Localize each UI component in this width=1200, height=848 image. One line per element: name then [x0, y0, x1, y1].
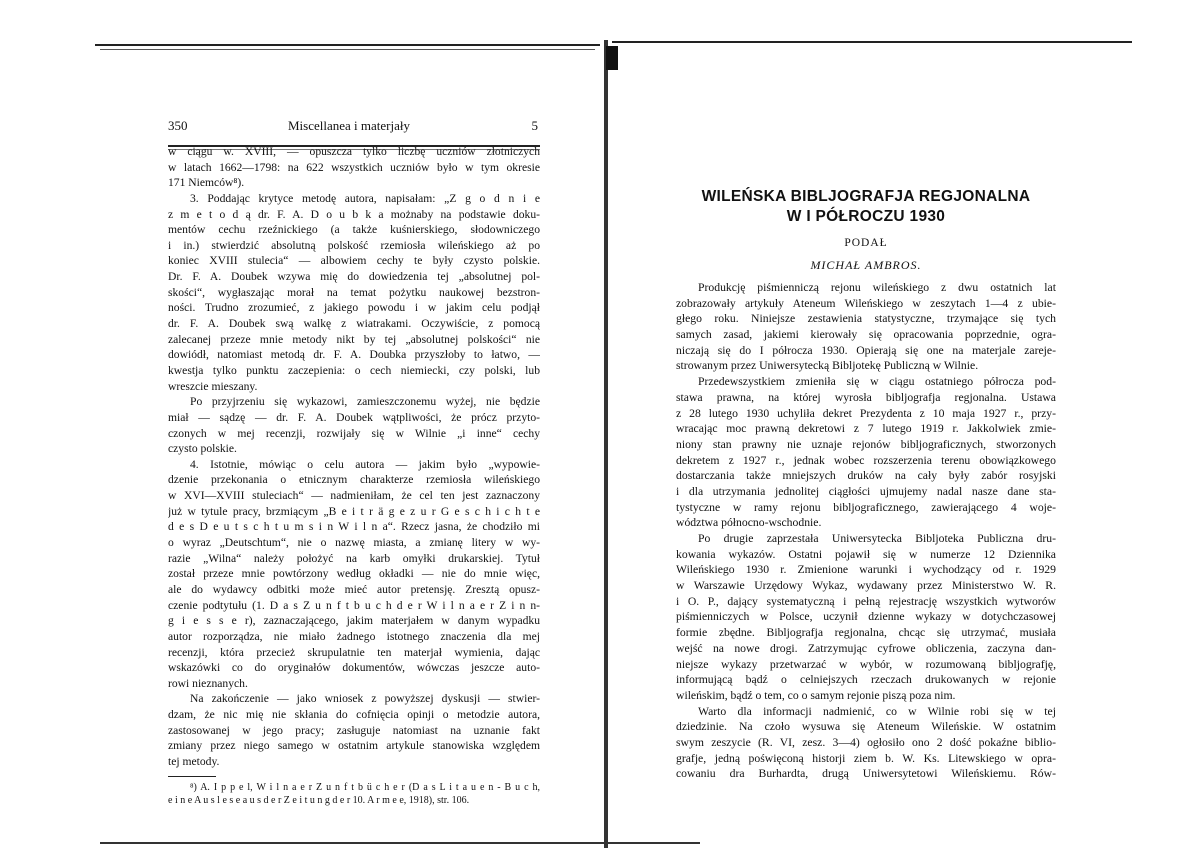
text-line: niczają się do I półrocza 1930. Opierają się one na materjale zareje-: [676, 343, 1056, 357]
text-line: Produkcję piśmienniczą rejonu wileńskiego z dwu ostatnich lat: [698, 281, 1056, 294]
text-line: czysto polskie.: [168, 442, 237, 456]
running-title: Miscellanea i materjały: [288, 118, 411, 133]
text-line: samych zasad, jakiemi kierowały się opracowania poprzednie, ogra-: [676, 328, 1056, 342]
text-line: w latach 1662—1798: na 622 wszystkich uczniów było w tym okresie: [168, 160, 540, 174]
running-head: [168, 118, 538, 136]
text-line: autor rozporządza, nie miało żadnego istotnego znaczenia dla mej: [168, 629, 540, 643]
text-line: ale do wydawcy odbitki może mieć autor pretensję. Zresztą opusz-: [168, 582, 540, 596]
byline-label: PODAŁ: [844, 237, 888, 249]
text-line: został przeze mnie powtórzony według okładki — nie do mnie więc,: [168, 567, 540, 581]
text-line: już w tytule pracy, brzmiącym „B e i t r ä g e z u r G e s c h i c h t e: [168, 504, 540, 518]
text-line: i in.) stwierdzić absolutną polskość rzemiosła wileńskiego aż po: [168, 238, 540, 252]
text-line: tej metody.: [168, 754, 220, 768]
text-line: w Warszawie Urzędowy Wykaz, wydawany przez Ministerstwo W. R.: [676, 579, 1056, 593]
text-line: d e s D e u t s c h t u m s i n W i l n a“. Rzecz jasna, że chodziło mi: [168, 520, 540, 534]
text-line: niejsze wykazy przetwarzać w wybór, w rozumowaną bibljografję,: [676, 657, 1056, 671]
text-line: o wyraz „Deutschtum“, nie o nazwę miasta, a zmianę litery w wy-: [168, 536, 540, 550]
text-line: dzenie przekonania o etnicznym charakterze rzemiosła wileńskiego: [168, 473, 540, 487]
text-line: czonych w mej recenzji, rozwijały się w Wilnie „i inne“ cechy: [168, 426, 540, 440]
text-line: grafje, jedną poświęconą historji ziem b. W. Ks. Litewskiego w opra-: [676, 751, 1056, 765]
text-line: i O. P., dający systematyczną i pełną rejestrację wszystkich wytworów: [676, 594, 1056, 608]
text-line: Wileńskiego 1930 r. Zmienione warunki i wychodzący od r. 1929: [676, 563, 1056, 577]
left-body-text: [168, 144, 540, 807]
author-name: MICHAŁ AMBROS.: [810, 258, 922, 272]
text-line: miał — sądzę — dr. F. A. Doubek wątpliwości, że prócz przyto-: [168, 410, 540, 424]
text-line: wództwa północno-wschodnie.: [676, 516, 822, 530]
text-line: zmiany przez niego samego w ostatnim artykule stanowiska względem: [168, 739, 540, 753]
footnote-line: ⁸) A. I p p e l, W i l n a e r Z u n f t b ü c h e r (D a s L i t a u e n - B u c h,: [190, 781, 540, 793]
text-line: głego roku. Niniejsze zestawienia statystyczne, trzymające się tych: [676, 312, 1056, 326]
text-line: piśmienniczych w Polsce, uczynił dzienne wykazy w dotychczasowej: [676, 610, 1056, 624]
top-edge-rule: [95, 44, 600, 46]
text-line: wejść na nowe drogi. Zatrzymując cyfrowe obliczenia, zaczyna dan-: [676, 641, 1056, 655]
page-number: 350: [168, 118, 188, 133]
text-line: ności. Trudno zrozumieć, z jakiego powodu i w jakim celu podjął: [168, 301, 540, 315]
text-line: wileńskim, bądź o tem, co o samym rejonie piszą poza nim.: [676, 688, 956, 702]
text-line: dowiódł, natomiast metodą dr. F. A. Doubka przyszłoby to łatwo, —: [168, 348, 540, 362]
text-line: Warto dla informacji nadmienić, co w Wilnie robi się w tej: [698, 704, 1056, 718]
text-line: dzam, że nic mię nie skłania do cofnięcia opinji o metodzie autora,: [168, 708, 540, 722]
text-line: 4. Istotnie, mówiąc o celu autora — jakim było „wypowie-: [190, 457, 540, 471]
footnote-rule: [168, 776, 216, 777]
footnote: [168, 781, 540, 807]
text-line: strowanym przez Uniwersytecką Bibljotekę Publiczną w Wilnie.: [676, 359, 979, 373]
text-line: z m e t o d ą dr. F. A. D o u b k a możnaby na podstawie doku-: [168, 207, 540, 221]
text-line: zalecanej przeze mnie metody nikt by tej „absolutnej polskości“ nie: [168, 332, 540, 346]
text-line: czenie podtytułu (1. D a s Z u n f t b u c h d e r W i l n a e r Z i n n-: [168, 598, 540, 612]
text-line: recenzji, która przecież skrupulatnie ten materjał wymienia, dając: [168, 645, 540, 659]
text-line: koniec XVIII stulecia“ — albowiem cechy te były czysto polskie.: [168, 254, 540, 268]
text-line: i dla utrzymania jednolitej ciągłości ujmujemy nadal nasze dane sta-: [676, 484, 1056, 498]
text-line: 3. Poddając krytyce metodę autora, napisałam: „Z g o d n i e: [190, 191, 540, 205]
text-line: g i e s s e r), zaznaczającego, jakim materjałem w danym wypadku: [168, 614, 540, 628]
text-line: informującą bądź o celniejszych rzeczach drukowanych w rejonie: [676, 673, 1056, 687]
text-line: swym zeszycie (R. VI, zesz. 3—4) ogłosiło ono 2 dość pokaźne biblio-: [676, 735, 1056, 749]
footnote-line: e i n e A u s l e s e a u s d e r Z e i t u n g d e r 10. A r m e e, 1918), str. 106.: [168, 794, 470, 806]
left-page: [168, 108, 544, 828]
text-line: stawa prawna, na której wyrosła bibljografja regjonalna. Ustawa: [676, 390, 1056, 404]
section-number: 5: [531, 118, 538, 133]
top-edge-rule-secondary: [100, 49, 595, 50]
text-line: rowi nieznanych.: [168, 676, 248, 690]
text-line: tystyczne w ramy rejonu bibljograficznego, zawierającego 4 woje-: [676, 500, 1056, 514]
page-gutter: [604, 40, 608, 848]
text-line: wreszcie mieszany.: [168, 379, 258, 393]
text-line: zastosowanej w jego pracy; zasługuje natomiast na uznanie fakt: [168, 723, 540, 737]
gutter-shadow: [606, 46, 618, 70]
article-title-line2: W I PÓŁROCZU 1930: [786, 208, 946, 225]
text-line: dr. F. A. Doubek swą walkę z wiatrakami. Oczywiście, z pomocą: [168, 317, 540, 331]
text-line: wskazówki co do oryginałów dokumentów, wówczas jeszcze auto-: [168, 661, 540, 675]
text-line: Dr. F. A. Doubek wzywa mię do dowiedzenia tej „absolutnej pol-: [168, 270, 540, 284]
text-line: Po drugie zaprzestała Uniwersytecka Bibljoteka Publiczna dru-: [698, 532, 1056, 545]
text-line: Przedewszystkiem zmieniła się w ciągu ostatniego półrocza pod-: [698, 375, 1056, 389]
text-line: niony stan prawny nie uznaje rejonów bibljograficznych, stworzonych: [676, 437, 1056, 451]
top-edge-rule-right: [612, 41, 1132, 43]
text-line: dziedzinie. Na czoło wysuwa się Ateneum Wileńskie. W ostatnim: [676, 720, 1056, 734]
right-body-text: [676, 280, 1056, 782]
text-line: cowaniu dra Burhardta, drugą Uniwersytetowi Wileńskiemu. Rów-: [676, 767, 1056, 781]
text-line: z 28 lutego 1930 uchyliła dekret Prezydenta z 10 maja 1927 r., przy-: [676, 406, 1056, 420]
text-line: Na zakończenie — jako wniosek z powyższej dyskusji — stwier-: [190, 692, 540, 706]
text-line: dekretem z 1927 r., jednak wobec rozszerzenia terenu obowiązkowego: [676, 453, 1056, 467]
text-line: w XVI—XVIII stuleciach“ — nadmieniłam, że cel ten jest zaznaczony: [168, 489, 540, 503]
text-line: dostarczania także mniejszych druków na cały były zabór rosyjski: [676, 469, 1056, 483]
text-line: kwestja tylko punktu zaczepienia: o cech niemiecki, czy polski, lub: [168, 363, 540, 377]
text-line: kowania wykazów. Ostatni pojawił się w numerze 12 Dziennika: [676, 547, 1056, 561]
text-line: mentów cechu rzeźnickiego (a także kuśnierskiego, słodowniczego: [168, 223, 540, 237]
text-line: w ciągu w. XVIII, — opuszcza tylko liczbę uczniów złotniczych: [168, 145, 540, 158]
text-line: formie zbędne. Bibljografja regjonalna, chcąc się utrzymać, musiała: [676, 626, 1056, 640]
text-line: wracając moc prawną dekretowi z 7 lutego 1919 r. Jakkolwiek zmie-: [676, 422, 1056, 436]
text-line: razie „Wilna“ należy położyć na karb omyłki drukarskiej. Tytuł: [168, 551, 540, 565]
text-line: Po przyjrzeniu się wykazowi, zamieszczonemu wyżej, nie będzie: [190, 395, 540, 409]
text-line: 171 Niemców⁸).: [168, 176, 245, 190]
text-line: skości“, wygłaszając morał na temat pożytku naukowej bezstron-: [168, 285, 540, 299]
bottom-edge-rule: [100, 842, 700, 844]
article-title-line1: WILEŃSKA BIBLJOGRAFJA REGJONALNA: [701, 188, 1031, 205]
text-line: zobrazowały artykuły Ateneum Wileńskiego w zeszytach 1—4 z ubie-: [676, 296, 1056, 310]
right-page: [676, 180, 1056, 820]
